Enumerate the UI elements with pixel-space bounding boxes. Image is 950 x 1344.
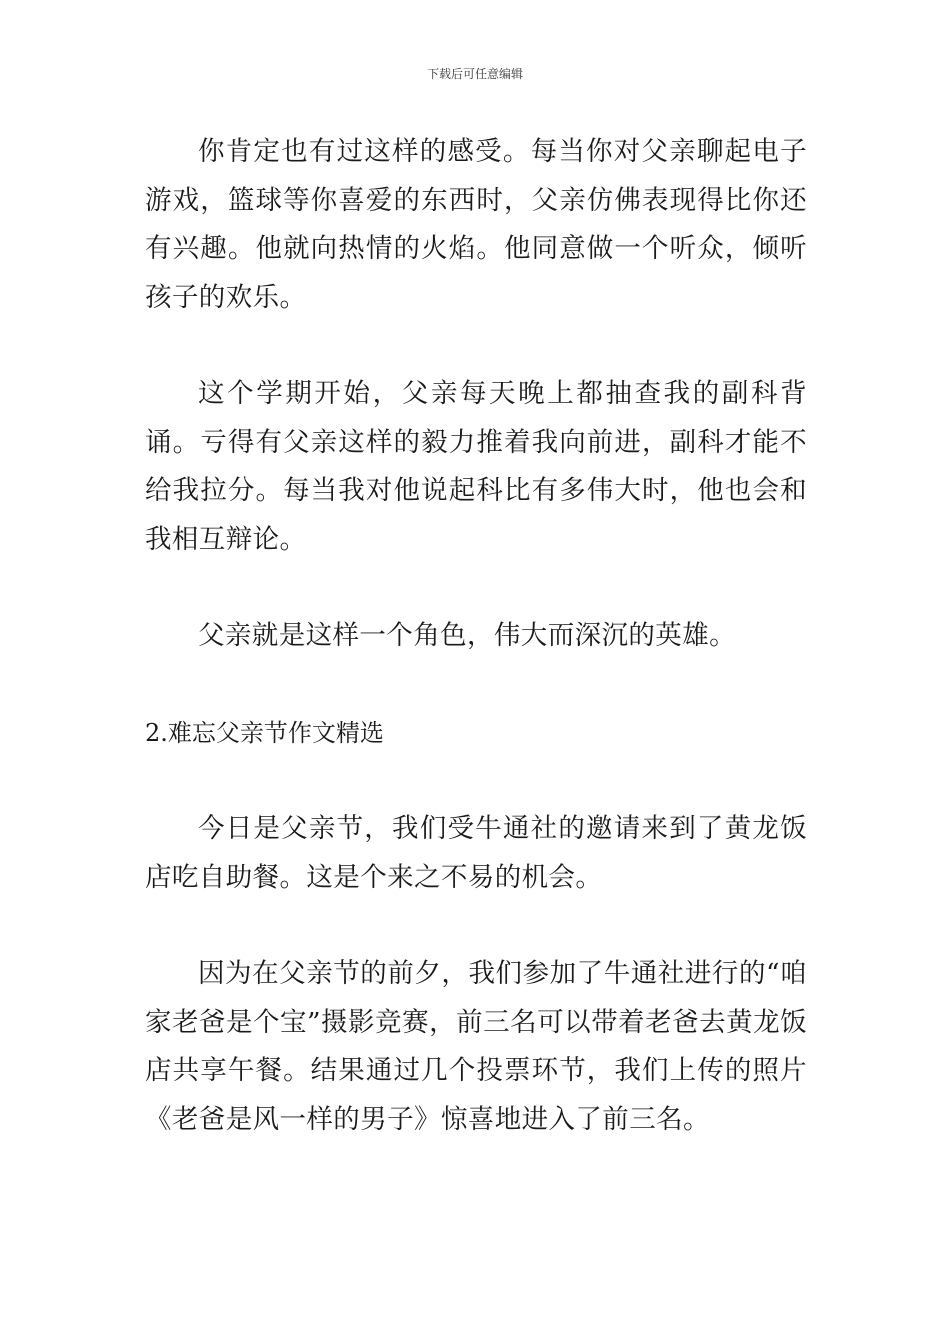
paragraph-gap (145, 902, 807, 950)
paragraph-gap (145, 322, 807, 370)
paragraph-gap (145, 661, 807, 709)
paragraph-gap (145, 757, 807, 805)
paragraph-4: 今日是父亲节，我们受牛通社的邀请来到了黄龙饭店吃自助餐。这是个来之不易的机会。 (145, 813, 807, 893)
paragraph-2: 这个学期开始，父亲每天晚上都抽查我的副科背诵。亏得有父亲这样的毅力推着我向前进，副科才能不给我拉分。每当我对他说起科比有多伟大时，他也会和我相互辩论。 (145, 378, 807, 555)
paragraph-gap (145, 564, 807, 612)
paragraph-3: 父亲就是这样一个角色，伟大而深沉的英雄。 (198, 620, 736, 651)
section-heading: 2.难忘父亲节作文精选 (145, 718, 384, 747)
paragraph-5: 因为在父亲节的前夕，我们参加了牛通社进行的“咱家老爸是个宝”摄影竞赛，前三名可以带着老爸去黄龙饭店共享午餐。结果通过几个投票环节，我们上传的照片《老爸是风一样的男子》惊喜地进入了前三名。 (145, 958, 807, 1135)
document-body (145, 128, 807, 1144)
paragraph-1: 你肯定也有过这样的感受。每当你对父亲聊起电子游戏，篮球等你喜爱的东西时，父亲仿佛表现得比你还有兴趣。他就向热情的火焰。他同意做一个听众，倾听孩子的欢乐。 (145, 136, 807, 313)
page-header: 下载后可任意编辑 (426, 67, 523, 81)
